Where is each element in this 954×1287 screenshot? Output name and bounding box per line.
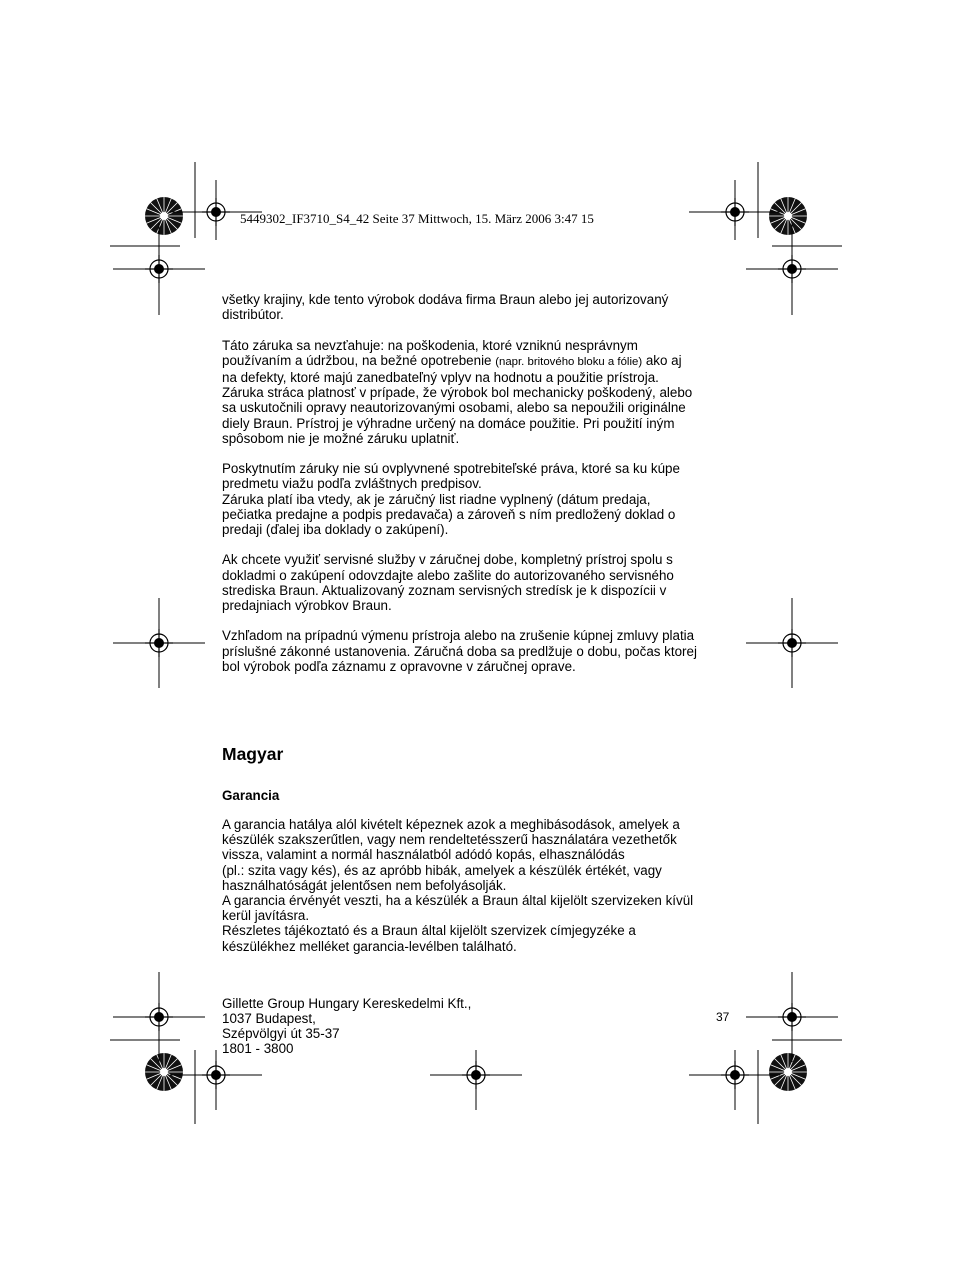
address-block: Gillette Group Hungary Kereskedelmi Kft., 1037 Budapest, Szépvölgyi út 35-37 1801 - 3800 — [222, 995, 472, 1057]
paragraph: všetky krajiny, kde tento výrobok dodáva firma Braun alebo jej autorizovaný distribútor. — [222, 292, 669, 323]
paragraph: Poskytnutím záruky nie sú ovplyvnené spotrebiteľské práva, ktoré sa ku kúpe predmetu viažu podľa zvláštnych predpisov. Záruka platí iba vtedy, ak je záručný list riadne vyplnený (dátum predaja, pečiatka predajne a podpis predavača) a zároveň s ním predložený doklad o predaji (ďalej iba doklady o zakúpení). — [222, 461, 680, 538]
paragraph: Táto záruka sa nevzťahuje: na poškodenia, ktoré vzniknú nesprávnym používaním a údržbou, na bežné opotrebenie (napr. britového bloku a fólie) ako aj na defekty, ktoré majú zanedbateľný vplyv na hodnotu a použitie prístroja. Záruka stráca platnosť v prípade, že výrobok bol mechanicky poškodený, alebo sa uskutočnili opravy neautorizovanými osobami, alebo sa nepoužili originálne diely Braun. Prístroj je výhradne určený na domáce použitie. Pri použití iným spôsobom nie je možné záruku uplatniť. — [222, 337, 693, 446]
page-number: 37 — [716, 1010, 730, 1024]
slovak-warranty-text — [222, 292, 734, 674]
paragraph: A garancia hatálya alól kivételt képeznek azok a meghibásodások, amelyek a készülék szakszerűtlen, vagy nem rendeltetésszerű használatára vezethetők vissza, valamint a normál használatból adódó kopás, elhasználódás (pl.: szita vagy kés), és az apróbb hibák, amelyek a készülék értékét, vagy használhatóságát jelentősen nem befolyásolják. A garancia érvényét veszti, ha a készülék a Braun által kijelölt szervizeken kívül kerül javításra. Részletes tájékoztató és a Braun által kijelölt szervizek címjegyzéke a készülékhez melléket garancia-levélben található. — [222, 816, 694, 954]
section-subtitle: Garancia — [222, 788, 280, 804]
file-info-header: 5449302_IF3710_S4_42 Seite 37 Mittwoch, 15. März 2006 3:47 15 — [240, 211, 594, 226]
hungarian-warranty-text — [222, 775, 734, 1070]
paragraph: Ak chcete využiť servisné služby v záručnej dobe, kompletný prístroj spolu s dokladmi o zakúpení odovzdajte alebo zašlite do autorizovaného servisného strediska Braun. Aktualizovaný zoznam servisných stredísk je k dispozícii v predajniach výrobkov Braun. — [222, 552, 674, 614]
paragraph: Vzhľadom na prípadnú výmenu prístroja alebo na zrušenie kúpnej zmluvy platia príslušné zákonné ustanovenia. Záručná doba sa predlžuje o dobu, počas ktorej bol výrobok podľa záznamu z opravovne v záručnej oprave. — [222, 628, 697, 674]
section-title: Magyar — [222, 744, 284, 764]
